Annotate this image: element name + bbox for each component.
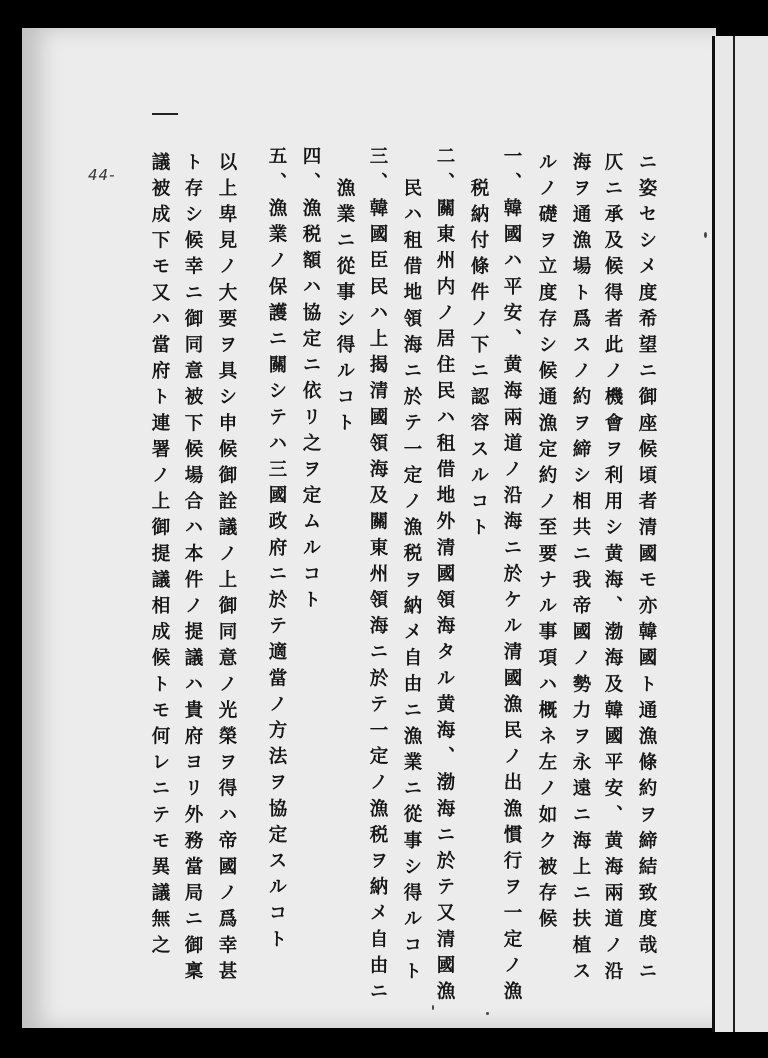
text-column-12: 五、漁業ノ保護ニ關シテハ三國政府ニ於テ適當ノ方法ヲ協定スルコト bbox=[266, 146, 287, 956]
text-column-9: 三、韓國臣民ハ上揭清國領海及關東州領海ニ於テ一定ノ漁税ヲ納メ自由ニ bbox=[367, 146, 388, 1008]
text-column-10: 漁業ニ從事シ得ルコト bbox=[334, 178, 355, 439]
page-number: 44- bbox=[88, 166, 116, 184]
scan-speck bbox=[432, 1005, 434, 1010]
text-column-1: ニ姿セシメ度希望ニ御座候頃者清國モ亦韓國ト通漁條約ヲ締結致度哉ニ bbox=[636, 152, 657, 988]
text-column-6: 税納付條件ノ下ニ認容スルコト bbox=[468, 178, 489, 544]
text-column-15: 議被成下モ又ハ當府ト連署ノ上御提議相成候トモ何レニテモ異議無之 bbox=[149, 152, 170, 962]
text-column-2: 仄ニ承及候得者此ノ機會ヲ利用シ黄海、渤海及韓國平安、黄海兩道ノ沿 bbox=[602, 152, 623, 988]
text-column-7: 二、關東州内ノ居住民ハ租借地外清國領海タル黄海、渤海ニ於テ又清國漁 bbox=[434, 146, 455, 1008]
text-column-11: 四、漁税額ハ協定ニ依リ之ヲ定ムルコト bbox=[300, 146, 321, 616]
text-column-4: ルノ礎ヲ立度存シ候通漁定約ノ至要ナル事項ハ概ネ左ノ如ク被存候 bbox=[536, 152, 557, 935]
scan-speck bbox=[486, 1012, 489, 1015]
text-column-14: ト存シ候幸ニ御同意被下候場合ハ本件ノ提議ハ貴府ヨリ外務當局ニ御稟 bbox=[182, 152, 203, 988]
adjacent-page-edge bbox=[712, 36, 768, 1032]
text-column-3: 海ヲ通漁場ト爲スノ約ヲ締シ相共ニ我帝國ノ勢力ヲ永遠ニ海上ニ扶植ス bbox=[570, 152, 591, 988]
scan-speck bbox=[704, 232, 707, 238]
margin-dash-mark bbox=[152, 113, 178, 115]
text-column-5: 一、韓國ハ平安、黄海兩道ノ沿海ニ於ケル清國漁民ノ出漁慣行ヲ一定ノ漁 bbox=[501, 146, 522, 1008]
text-column-13: 以上卑見ノ大要ヲ具シ申候御詮議ノ上御同意ノ光榮ヲ得ハ帝國ノ爲幸甚 bbox=[216, 152, 237, 988]
text-column-8: 民ハ租借地領海ニ於テ一定ノ漁税ヲ納メ自由ニ漁業ニ從事シ得ルコト bbox=[401, 178, 422, 988]
